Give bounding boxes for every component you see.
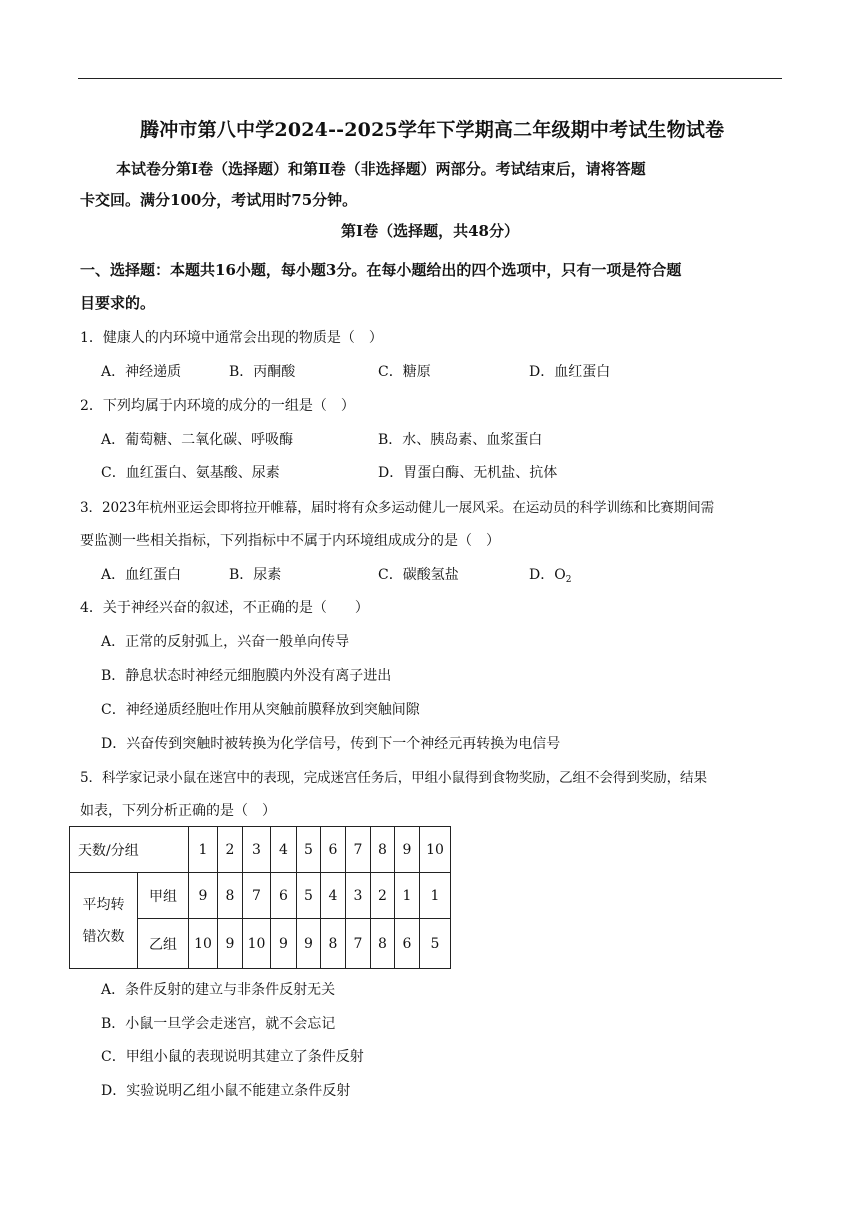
question-1-option-b: B．丙酮酸 (229, 364, 296, 380)
section-title: 第Ⅰ卷（选择题，共48分） (341, 222, 519, 240)
question-3-option-a: A．血红蛋白 (101, 567, 182, 583)
question-2-option-c: C．血红蛋白、氨基酸、尿素 (101, 465, 280, 481)
question-2-option-d: D．胃蛋白酶、无机盐、抗体 (378, 465, 558, 481)
day-cell: 5 (297, 827, 321, 873)
maze-results-table (69, 826, 451, 969)
value-cell: 5 (420, 919, 451, 969)
part-instructions-line: 一、选择题：本题共16小题，每小题3分。在每小题给出的四个选项中，只有一项是符合题 (80, 261, 682, 279)
question-5-stem: 如表，下列分析正确的是（ ） (80, 803, 276, 819)
part-instructions-line: 目要求的。 (80, 294, 156, 312)
row-label: 乙组 (138, 919, 189, 969)
row-label: 甲组 (138, 873, 189, 919)
exam-instructions (80, 154, 780, 216)
day-cell: 2 (218, 827, 243, 873)
value-cell: 10 (243, 919, 271, 969)
question-4-option-d: D．兴奋传到突触时被转换为化学信号，传到下一个神经元再转换为电信号 (101, 736, 561, 752)
day-cell: 7 (346, 827, 371, 873)
instructions-line: 本试卷分第Ⅰ卷（选择题）和第Ⅱ卷（非选择题）两部分。考试结束后，请将答题 (116, 160, 646, 178)
question-1-option-a: A．神经递质 (101, 364, 182, 380)
question-5-option-b: B．小鼠一旦学会走迷宫，就不会忘记 (101, 1016, 336, 1032)
table-header-label: 天数/分组 (70, 827, 189, 873)
value-cell: 7 (346, 919, 371, 969)
row-group-label-line: 错次数 (82, 928, 125, 945)
question-5-option-a: A．条件反射的建立与非条件反射无关 (101, 982, 336, 998)
value-cell: 6 (395, 919, 420, 969)
maze-results-table-wrap (69, 826, 451, 969)
question-5-option-c: C．甲组小鼠的表现说明其建立了条件反射 (101, 1049, 364, 1065)
value-cell: 3 (346, 873, 371, 919)
value-cell: 9 (189, 873, 218, 919)
question-4-option-b: B．静息状态时神经元细胞膜内外没有离子进出 (101, 668, 392, 684)
value-cell: 9 (271, 919, 297, 969)
value-cell: 9 (297, 919, 321, 969)
value-cell: 7 (243, 873, 271, 919)
value-cell: 2 (371, 873, 395, 919)
value-cell: 1 (420, 873, 451, 919)
value-cell: 4 (321, 873, 346, 919)
question-3-stem: 要监测一些相关指标，下列指标中不属于内环境组成成分的是（ ） (80, 533, 500, 549)
instructions-line: 卡交回。满分100分，考试用时75分钟。 (80, 191, 358, 209)
header-rule (78, 78, 782, 79)
question-1-option-d: D．血红蛋白 (529, 364, 611, 380)
question-1-stem: 1．健康人的内环境中通常会出现的物质是（ ） (80, 330, 383, 346)
table-header-row (70, 827, 451, 873)
question-1-option-c: C．糖原 (378, 364, 431, 380)
question-4-stem: 4．关于神经兴奋的叙述，不正确的是（ ） (80, 600, 369, 616)
question-2-option-b: B．水、胰岛素、血浆蛋白 (378, 432, 543, 448)
option-d-text: D．O (529, 567, 566, 583)
table-row (70, 873, 451, 919)
question-3-option-c: C．碳酸氢盐 (378, 567, 459, 583)
question-3-option-b: B．尿素 (229, 567, 282, 583)
value-cell: 8 (321, 919, 346, 969)
question-2-option-a: A．葡萄糖、二氧化碳、呼吸酶 (101, 432, 294, 448)
value-cell: 1 (395, 873, 420, 919)
question-5-stem: 5．科学家记录小鼠在迷宫中的表现，完成迷宫任务后，甲组小鼠得到食物奖励，乙组不会得到奖励，结果 (80, 770, 707, 786)
exam-title: 腾冲市第八中学2024--2025学年下学期高二年级期中考试生物试卷 (140, 119, 725, 141)
oxygen-subscript: 2 (565, 575, 572, 585)
value-cell: 5 (297, 873, 321, 919)
day-cell: 4 (271, 827, 297, 873)
day-cell: 8 (371, 827, 395, 873)
question-5-option-d: D．实验说明乙组小鼠不能建立条件反射 (101, 1083, 351, 1099)
question-3-option-d (529, 564, 571, 585)
question-3-stem: 3．2023年杭州亚运会即将拉开帷幕，届时将有众多运动健儿一展风采。在运动员的科学训练和比赛期间需 (80, 500, 715, 516)
day-cell: 10 (420, 827, 451, 873)
row-group-label-line: 平均转 (82, 896, 125, 913)
day-cell: 6 (321, 827, 346, 873)
day-cell: 3 (243, 827, 271, 873)
question-4-option-a: A．正常的反射弧上，兴奋一般单向传导 (101, 634, 350, 650)
part-instructions (80, 254, 784, 320)
question-4-option-c: C．神经递质经胞吐作用从突触前膜释放到突触间隙 (101, 702, 420, 718)
row-group-label (70, 873, 138, 969)
day-cell: 9 (395, 827, 420, 873)
question-2-stem: 2．下列均属于内环境的成分的一组是（ ） (80, 398, 355, 414)
value-cell: 9 (218, 919, 243, 969)
value-cell: 10 (189, 919, 218, 969)
day-cell: 1 (189, 827, 218, 873)
value-cell: 6 (271, 873, 297, 919)
value-cell: 8 (218, 873, 243, 919)
value-cell: 8 (371, 919, 395, 969)
